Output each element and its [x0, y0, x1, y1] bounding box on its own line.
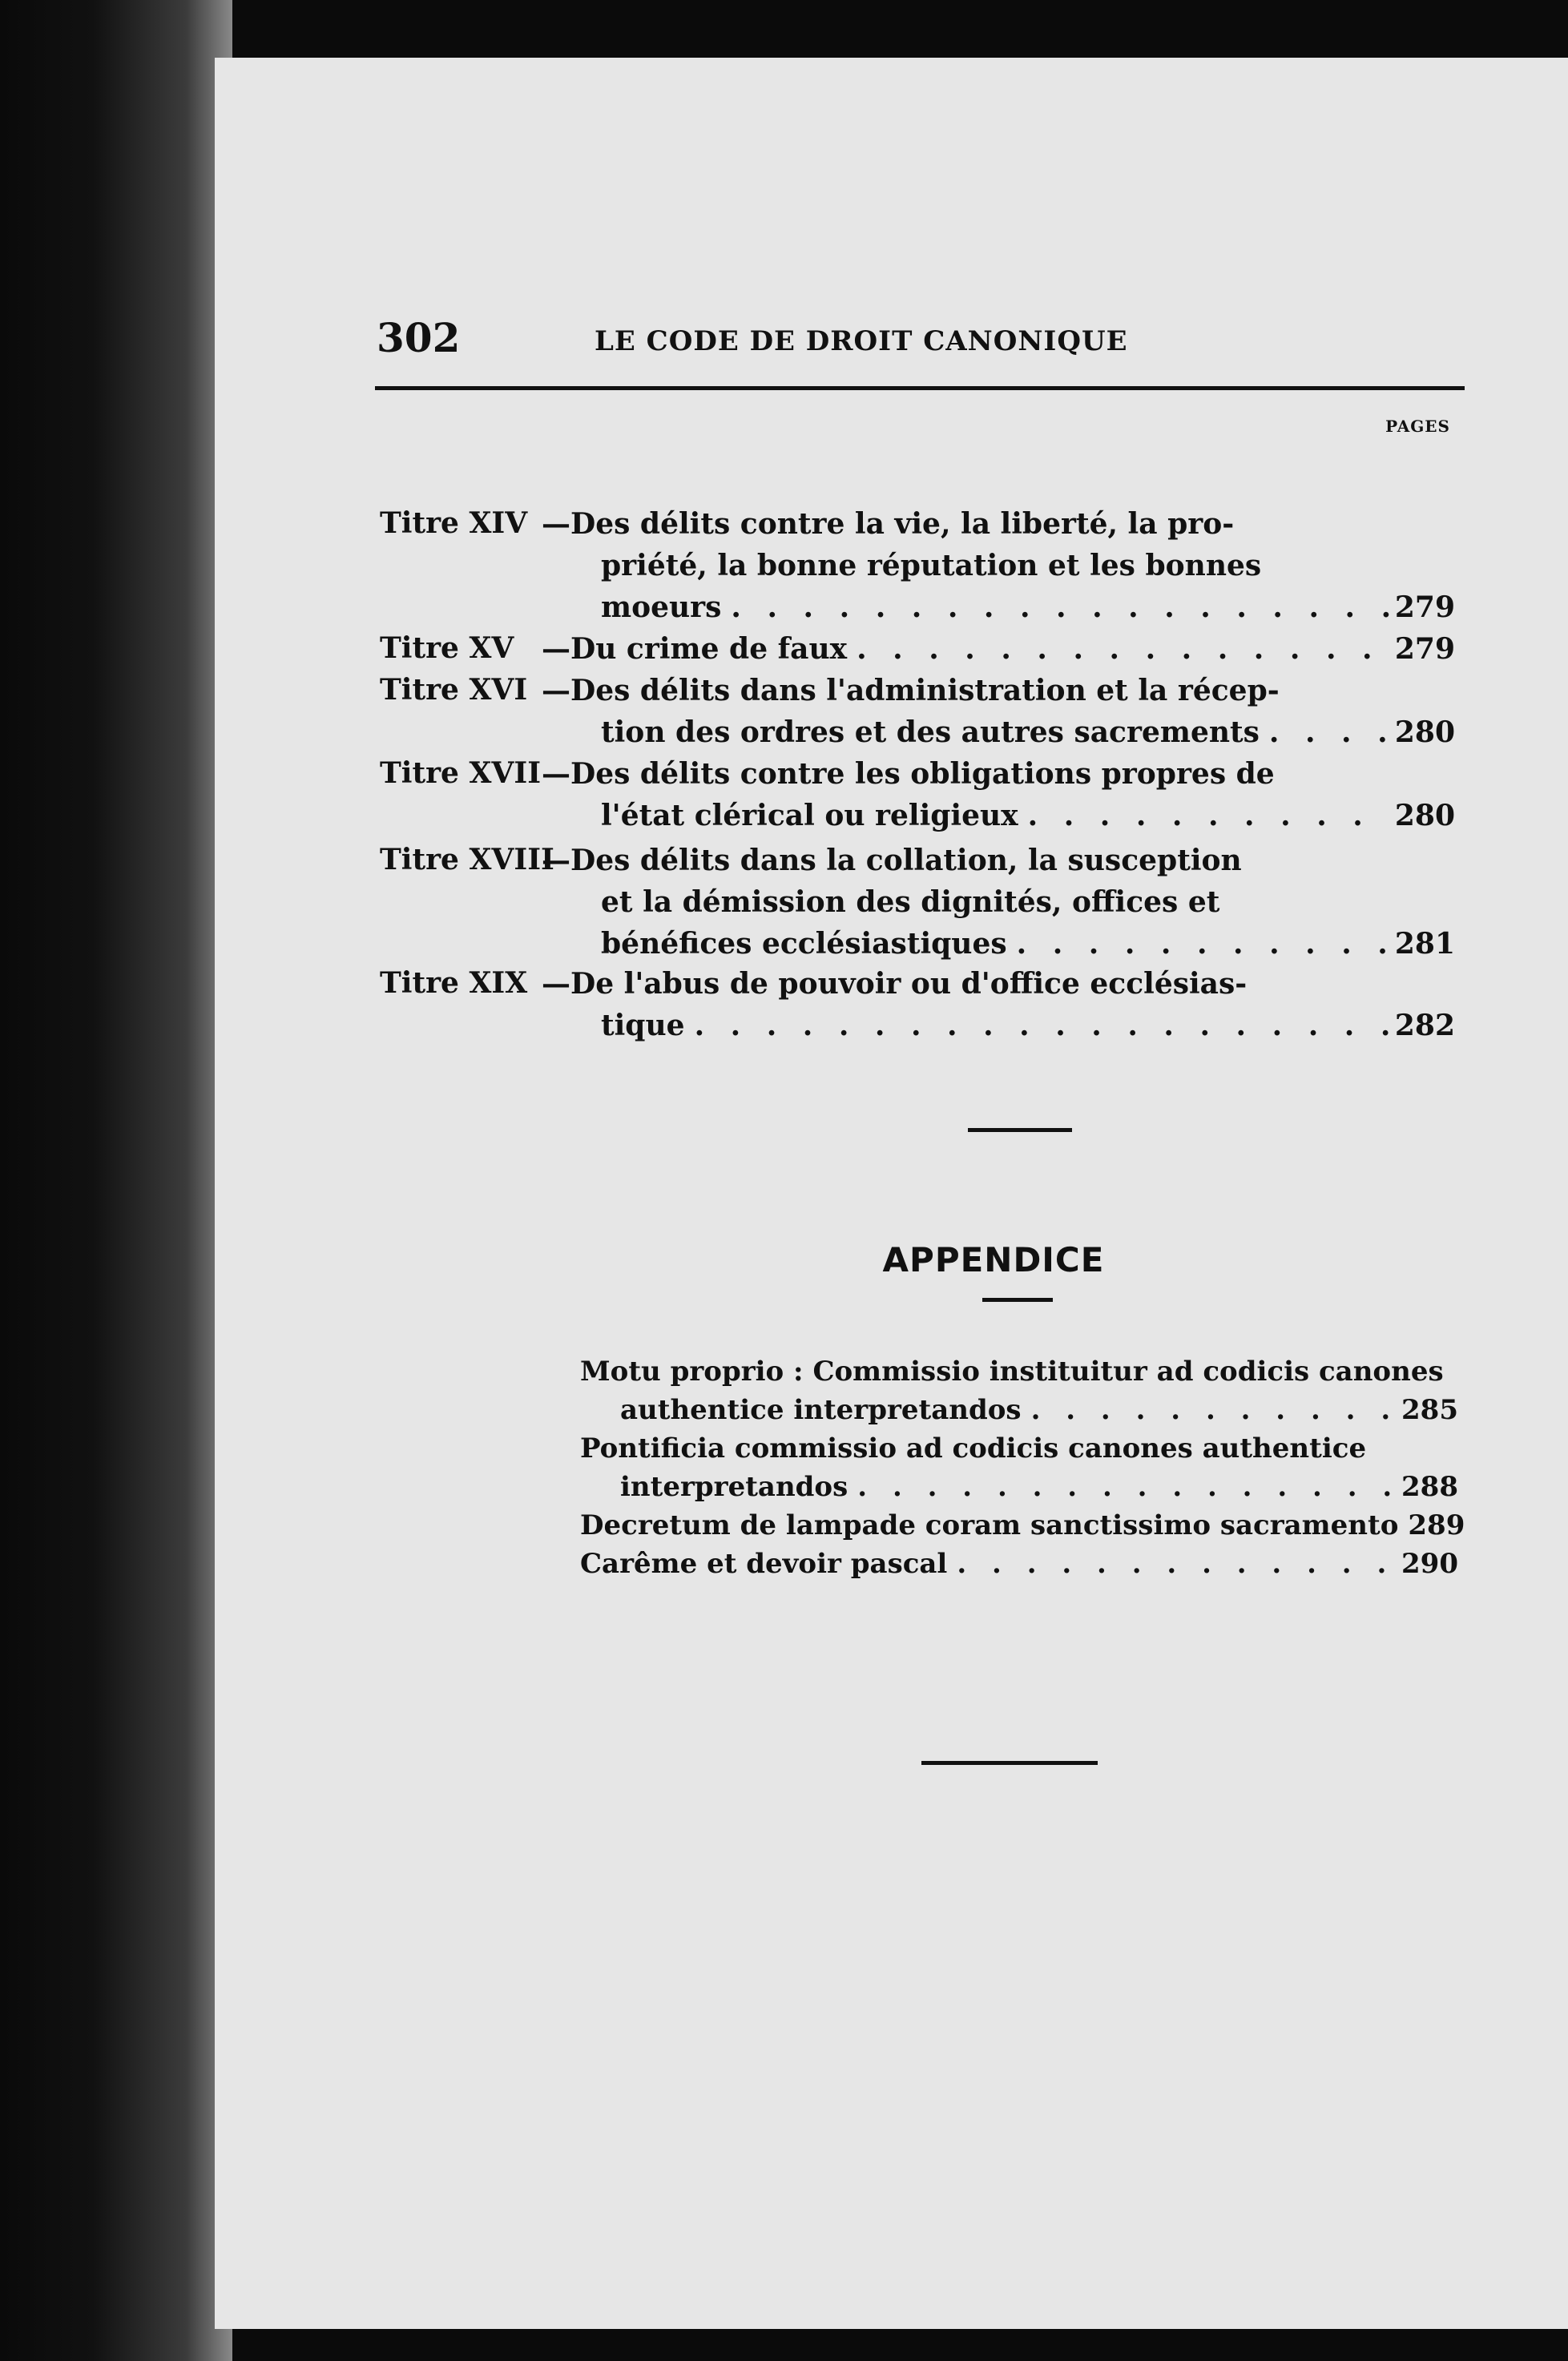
- page-ref: 281: [1394, 927, 1455, 961]
- appendix-entry: [580, 1429, 1458, 1506]
- entry-line: Decretum de lampade coram sanctissimo sacramento . . . 289: [580, 1506, 1458, 1545]
- page-ref: 288: [1401, 1471, 1458, 1503]
- section-rule: [982, 1298, 1053, 1302]
- appendix-entry: [580, 1506, 1465, 1545]
- titre-label: Titre XVII: [380, 756, 542, 790]
- section-rule: [968, 1128, 1072, 1132]
- appendix-entry: [580, 1352, 1458, 1429]
- toc-entry: [542, 963, 1455, 1046]
- entry-line: —Des délits dans l'administration et la récep-: [542, 674, 1280, 707]
- toc-entry: [542, 503, 1455, 628]
- page-ref: 280: [1394, 799, 1455, 832]
- titre-label: Titre XV: [380, 631, 514, 665]
- entry-line: —Du crime de faux . . . 279: [542, 628, 1455, 670]
- toc-entry: [542, 753, 1455, 836]
- page-ref: 280: [1394, 715, 1455, 749]
- running-title: LE CODE DE DROIT CANONIQUE: [595, 325, 1128, 357]
- entry-line: tion des ordres et des autres sacrements . . . 280: [542, 711, 1455, 753]
- entry-line: bénéfices ecclésiastiques . . . 281: [542, 923, 1455, 965]
- entry-line: authentice interpretandos . . . 285: [580, 1391, 1458, 1429]
- entry-line: et la démission des dignités, offices et: [601, 885, 1220, 919]
- page-ref: 279: [1394, 632, 1455, 666]
- entry-line: moeurs . . . 279: [542, 586, 1455, 628]
- page-ref: 290: [1401, 1548, 1458, 1580]
- page-ref: 289: [1408, 1509, 1465, 1541]
- titre-label: Titre XIV: [380, 506, 528, 540]
- titre-label: Titre XVIII: [380, 843, 554, 876]
- page-ref: 282: [1394, 1009, 1455, 1042]
- entry-line: —Des délits dans la collation, la susception: [542, 844, 1242, 877]
- end-rule: [921, 1761, 1098, 1765]
- titre-label: Titre XIX: [380, 966, 528, 1000]
- titre-label: Titre XVI: [380, 673, 528, 707]
- entry-line: l'état clérical ou religieux . . . 280: [542, 795, 1455, 836]
- appendix-entry: [580, 1545, 1458, 1583]
- header-rule: [375, 386, 1465, 390]
- entry-line: interpretandos . . . 288: [580, 1468, 1458, 1506]
- toc-entry: [542, 628, 1455, 670]
- page-number: 302: [377, 314, 461, 361]
- entry-line: —De l'abus de pouvoir ou d'office ecclésias-: [542, 967, 1248, 1001]
- binding-gutter: [0, 0, 232, 2361]
- entry-line: priété, la bonne réputation et les bonnes: [601, 549, 1262, 582]
- entry-line: Carême et devoir pascal . . . 290: [580, 1545, 1458, 1583]
- pages-column-label: PAGES: [1385, 417, 1450, 436]
- page-sheet: [215, 58, 1568, 2329]
- entry-line: Motu proprio : Commissio instituitur ad codicis canones: [580, 1356, 1444, 1388]
- entry-line: Pontificia commissio ad codicis canones authentice: [580, 1432, 1367, 1465]
- toc-entry: [542, 840, 1455, 965]
- entry-line: —Des délits contre les obligations propres de: [542, 757, 1275, 791]
- toc-entry: [542, 670, 1455, 753]
- appendix-title: APPENDICE: [882, 1240, 1105, 1279]
- page-ref: 285: [1401, 1394, 1458, 1426]
- entry-line: —Des délits contre la vie, la liberté, la pro-: [542, 507, 1235, 541]
- page-ref: 279: [1394, 590, 1455, 624]
- entry-line: tique . . . 282: [542, 1005, 1455, 1046]
